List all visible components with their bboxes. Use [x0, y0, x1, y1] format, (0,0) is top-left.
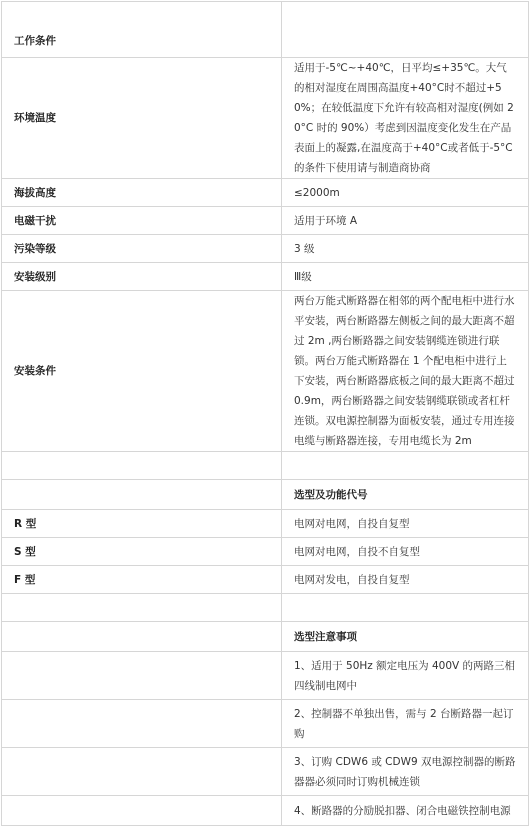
- row-value: 2、控制器不单独出售，需与 2 台断路器一起订购: [282, 700, 529, 748]
- table-row: [2, 748, 529, 796]
- row-value: ≤2000m: [282, 179, 529, 207]
- row-value: 两台万能式断路器在相邻的两个配电柜中进行水平安装，两台断路器左侧板之间的最大距离不超过 2m ,两台断路器之间安装钢缆连锁进行联锁。两台万能式断路器在 1 个配电柜中进行上下安装，两台断路器底板之间的最大距离不超过 0.9m，两台断路器之间安装钢缆联锁或者杠杆连锁。双电源控制器为面板安装，通过专用连接电缆与断路器连接，专用电缆长为 2m: [282, 291, 529, 452]
- table-row: [2, 510, 529, 538]
- table-row: [2, 796, 529, 826]
- table-row: [2, 566, 529, 594]
- row-label: 污染等级: [2, 235, 282, 263]
- row-label: 海拔高度: [2, 179, 282, 207]
- row-value: 电网对发电，自投自复型: [282, 566, 529, 594]
- row-label: [2, 622, 282, 652]
- table-row: [2, 594, 529, 622]
- row-value: [282, 2, 529, 58]
- spec-table: [1, 1, 529, 826]
- row-value: [282, 594, 529, 622]
- row-value: 1、适用于 50Hz 额定电压为 400V 的两路三相四线制电网中: [282, 652, 529, 700]
- section-heading: 选型及功能代号: [282, 480, 529, 510]
- row-label: [2, 700, 282, 748]
- row-label: [2, 452, 282, 480]
- row-label: S 型: [2, 538, 282, 566]
- row-value: 4、断路器的分励脱扣器、闭合电磁铁控制电源: [282, 796, 529, 826]
- table-row: [2, 652, 529, 700]
- table-row: [2, 622, 529, 652]
- table-row: [2, 263, 529, 291]
- row-value: 电网对电网，自投不自复型: [282, 538, 529, 566]
- row-label: 安装条件: [2, 291, 282, 452]
- row-label: [2, 796, 282, 826]
- table-row: [2, 179, 529, 207]
- row-label: [2, 748, 282, 796]
- row-label: 工作条件: [2, 2, 282, 58]
- row-label: 电磁干扰: [2, 207, 282, 235]
- row-label: [2, 652, 282, 700]
- row-value: Ⅲ级: [282, 263, 529, 291]
- row-value: 3、订购 CDW6 或 CDW9 双电源控制器的断路器器必须同时订购机械连锁: [282, 748, 529, 796]
- row-label: 安装级别: [2, 263, 282, 291]
- table-row: [2, 452, 529, 480]
- table-row: [2, 700, 529, 748]
- row-value: 电网对电网，自投自复型: [282, 510, 529, 538]
- row-value: [282, 452, 529, 480]
- table-row: [2, 2, 529, 58]
- table-row: [2, 58, 529, 179]
- table-row: [2, 538, 529, 566]
- row-value: 适用于-5℃~+40℃，日平均≤+35℃。大气的相对湿度在周围高温度+40°C时不超过+50%；在较低温度下允许有较高相对湿度(例如 20°C 时的 90%）考虑到因温度变化发生在产品表面上的凝露,在温度高于+40°C或者低于-5°C的条件下使用请与制造商协商: [282, 58, 529, 179]
- row-value: 3 级: [282, 235, 529, 263]
- table-row: [2, 291, 529, 452]
- row-label: [2, 594, 282, 622]
- row-value: 适用于环境 A: [282, 207, 529, 235]
- row-label: 环境温度: [2, 58, 282, 179]
- row-label: [2, 480, 282, 510]
- table-row: [2, 235, 529, 263]
- row-label: R 型: [2, 510, 282, 538]
- table-row: [2, 207, 529, 235]
- table-row: [2, 480, 529, 510]
- row-label: F 型: [2, 566, 282, 594]
- section-heading: 选型注意事项: [282, 622, 529, 652]
